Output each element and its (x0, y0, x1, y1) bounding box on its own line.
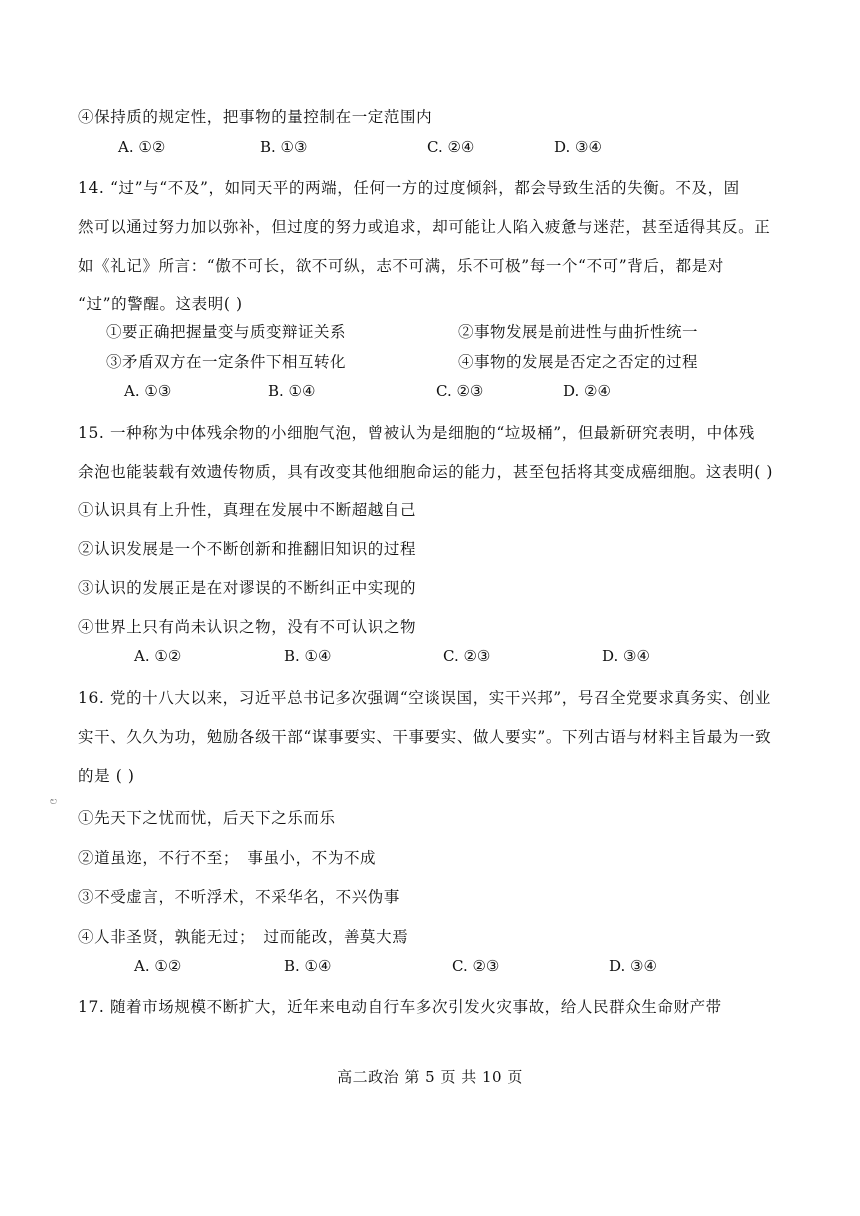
q15-stem-line-2: 余泡也能装载有效遗传物质，具有改变其他细胞命运的能力，甚至包括将其变成癌细胞。这表明( ) (78, 463, 774, 481)
q16-item-1: ①先天下之忧而忧，后天下之乐而乐 (78, 809, 336, 827)
q14-stem-line-1: 14. “过”与“不及”，如同天平的两端，任何一方的过度倾斜，都会导致生活的失衡。不及，固 (78, 179, 740, 197)
q14-item-1: ①要正确把握量变与质变辩证关系 (106, 323, 347, 341)
q16-option-d: D. ③④ (609, 957, 657, 975)
q15-item-2: ②认识发展是一个不断创新和推翻旧知识的过程 (78, 540, 417, 558)
q16-item-2: ②道虽迩，不行不至； 事虽小，不为不成 (78, 849, 377, 867)
q16-option-a: A. ①② (134, 957, 182, 975)
q15-stem-line-1: 15. 一种称为中体残余物的小细胞气泡，曾被认为是细胞的“垃圾桶”，但最新研究表明，中体残 (78, 424, 755, 442)
q15-item-1: ①认识具有上升性，真理在发展中不断超越自己 (78, 501, 417, 519)
q15-item-4: ④世界上只有尚未认识之物，没有不可认识之物 (78, 618, 417, 636)
q16-option-c: C. ②③ (452, 957, 500, 975)
q13-item-4: ④保持质的规定性，把事物的量控制在一定范围内 (78, 108, 433, 126)
q16-stem-line-2: 实干、久久为功，勉励各级干部“谋事要实、干事要实、做人要实”。下列古语与材料主旨最为一致 (78, 728, 772, 746)
q14-item-4: ④事物的发展是否定之否定的过程 (458, 353, 699, 371)
q16-item-3: ③不受虚言，不听浮术，不采华名，不兴伪事 (78, 888, 401, 906)
q14-item-3: ③矛盾双方在一定条件下相互转化 (106, 353, 347, 371)
q13-option-c: C. ②④ (427, 138, 475, 156)
q16-item-4: ④人非圣贤，孰能无过； 过而能改，善莫大焉 (78, 928, 409, 946)
q14-stem-line-2: 然可以通过努力加以弥补，但过度的努力或追求，却可能让人陷入疲惫与迷茫，甚至适得其反。正 (78, 218, 771, 236)
q14-stem-line-3: 如《礼记》所言：“傲不可长，欲不可纵，志不可满，乐不可极”每一个“不可”背后，都是对 (78, 257, 724, 275)
scan-artifact-mark: ಲ (50, 794, 58, 807)
q16-option-b: B. ①④ (284, 957, 332, 975)
q14-stem-line-4: “过”的警醒。这表明( ) (78, 295, 243, 313)
q15-option-b: B. ①④ (284, 647, 332, 665)
q13-option-a: A. ①② (118, 138, 166, 156)
q15-option-c: C. ②③ (443, 647, 491, 665)
q16-stem-line-1: 16. 党的十八大以来，习近平总书记多次强调“空谈误国，实干兴邦”，号召全党要求真务实、创业 (78, 689, 772, 707)
q14-option-b: B. ①④ (268, 382, 316, 400)
q15-item-3: ③认识的发展正是在对谬误的不断纠正中实现的 (78, 579, 417, 597)
q13-option-d: D. ③④ (554, 138, 602, 156)
q14-option-c: C. ②③ (436, 382, 484, 400)
q14-option-a: A. ①③ (124, 382, 172, 400)
q17-stem-line-1: 17. 随着市场规模不断扩大，近年来电动自行车多次引发火灾事故，给人民群众生命财产带 (78, 998, 722, 1016)
q16-stem-line-3: 的是 ( ) (78, 767, 135, 785)
q14-option-d: D. ②④ (563, 382, 611, 400)
q15-option-a: A. ①② (134, 647, 182, 665)
page-footer: 高二政治 第 5 页 共 10 页 (337, 1068, 523, 1086)
q13-option-b: B. ①③ (260, 138, 308, 156)
q14-item-2: ②事物发展是前进性与曲折性统一 (458, 323, 699, 341)
q15-option-d: D. ③④ (602, 647, 650, 665)
